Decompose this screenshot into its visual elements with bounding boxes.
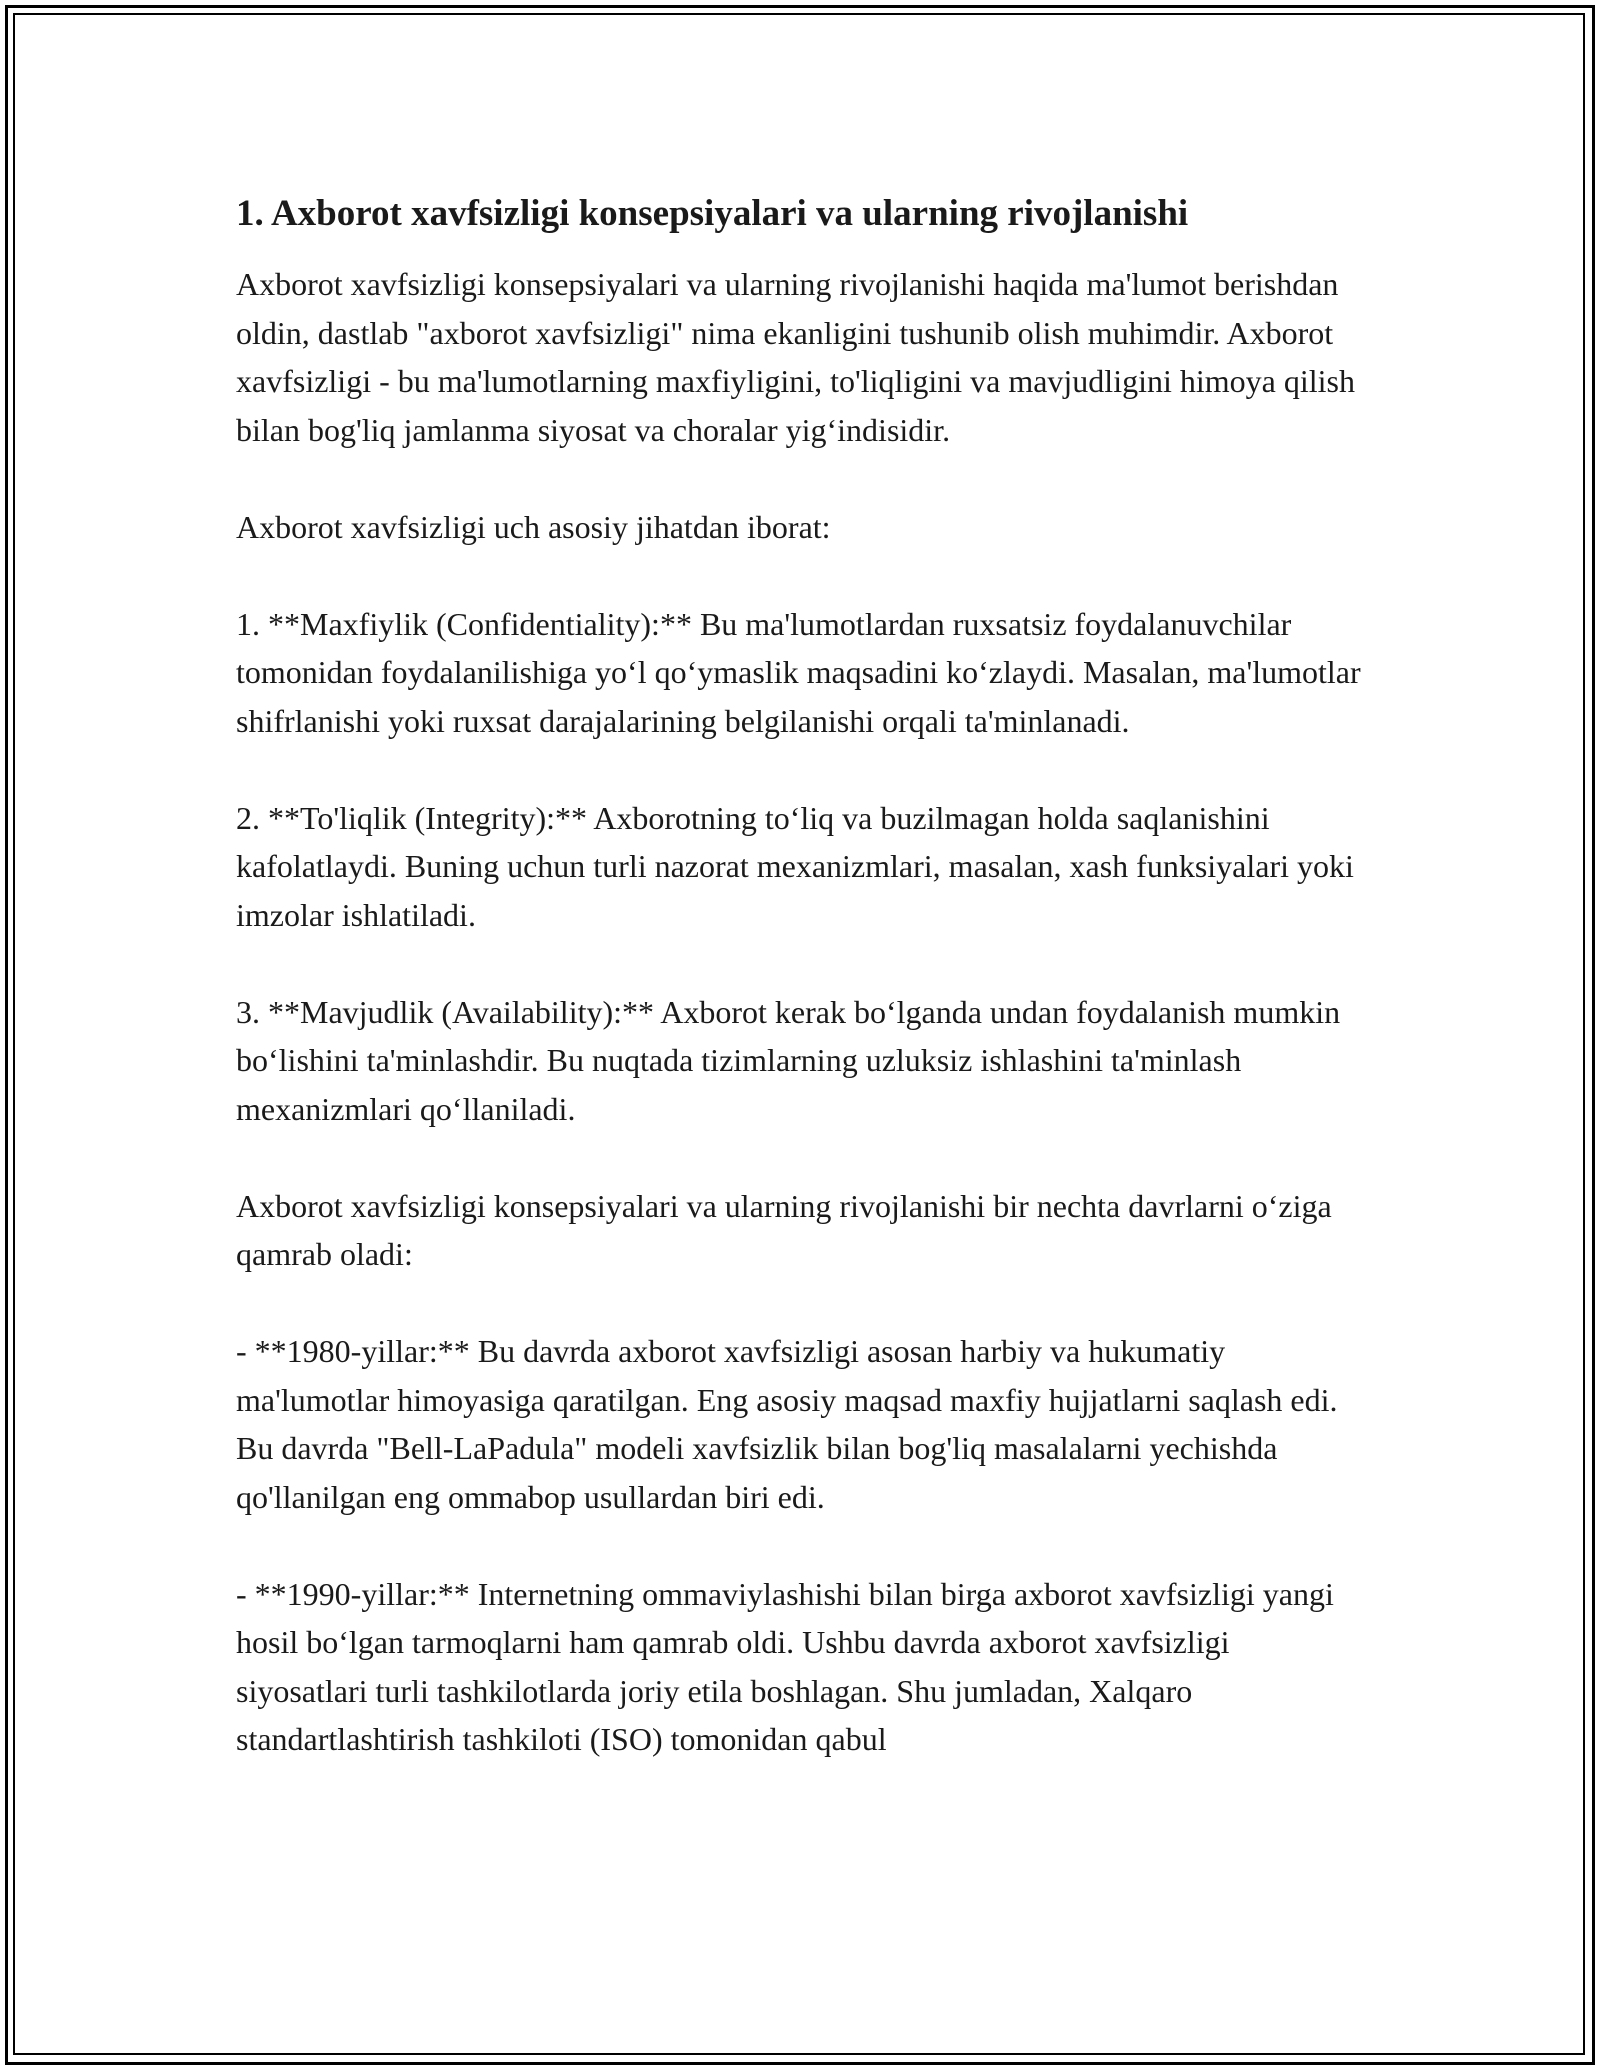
paragraph-confidentiality: 1. **Maxfiylik (Confidentiality):** Bu ma'lumotlardan ruxsatsiz foydalanuvchilar tomonidan foydalanilishiga yo‘l qo‘ymaslik maqsadini ko‘zlaydi. Masalan, ma'lumotlar shifrlanishi yoki ruxsat darajalarining belgilanishi orqali ta'minlanadi.	[236, 605, 1361, 739]
section-heading: 1. Axborot xavfsizligi konsepsiyalari va ularning rivojlanishi	[236, 193, 1189, 234]
paragraph-integrity: 2. **To'liqlik (Integrity):** Axborotning to‘liq va buzilmagan holda saqlanishini kafolatlaydi. Buning uchun turli nazorat mexanizmlari, masalan, xash funksiyalari yoki imzolar ishlatiladi.	[236, 799, 1354, 933]
paragraph-1980s: - **1980-yillar:** Bu davrda axborot xavfsizligi asosan harbiy va hukumatiy ma'lumotlar himoyasiga qaratilgan. Eng asosiy maqsad maxfiy hujjatlarni saqlash edi. Bu davrda "Bell-LaPadula" modeli xavfsizlik bilan bog'liq masalalarni yechishda qo'llanilgan eng ommabop usullardan biri edi.	[236, 1333, 1338, 1515]
paragraph-aspects-intro: Axborot xavfsizligi uch asosiy jihatdan iborat:	[236, 508, 831, 545]
document-body	[236, 188, 1366, 1812]
paragraph-1990s: - **1990-yillar:** Internetning ommaviylashishi bilan birga axborot xavfsizligi yangi hosil bo‘lgan tarmoqlarni ham qamrab oldi. Ushbu davrda axborot xavfsizligi siyosatlari turli tashkilotlarda joriy etila boshlagan. Shu jumladan, Xalqaro standartlashtirish tashkiloti (ISO) tomonidan qabul	[236, 1575, 1334, 1757]
paragraph-periods-intro: Axborot xavfsizligi konsepsiyalari va ularning rivojlanishi bir nechta davrlarni o‘ziga qamrab oladi:	[236, 1187, 1332, 1272]
paragraph-intro: Axborot xavfsizligi konsepsiyalari va ularning rivojlanishi haqida ma'lumot berishdan oldin, dastlab "axborot xavfsizligi" nima ekanligini tushunib olish muhimdir. Axborot xavfsizligi - bu ma'lumotlarning maxfiyligini, to'liqligini va mavjudligini himoya qilish bilan bog'liq jamlanma siyosat va choralar yig‘indisidir.	[236, 266, 1355, 448]
paragraph-availability: 3. **Mavjudlik (Availability):** Axborot kerak bo‘lganda undan foydalanish mumkin bo‘lishini ta'minlashdir. Bu nuqtada tizimlarning uzluksiz ishlashini ta'minlash mexanizmlari qo‘llaniladi.	[236, 993, 1341, 1127]
